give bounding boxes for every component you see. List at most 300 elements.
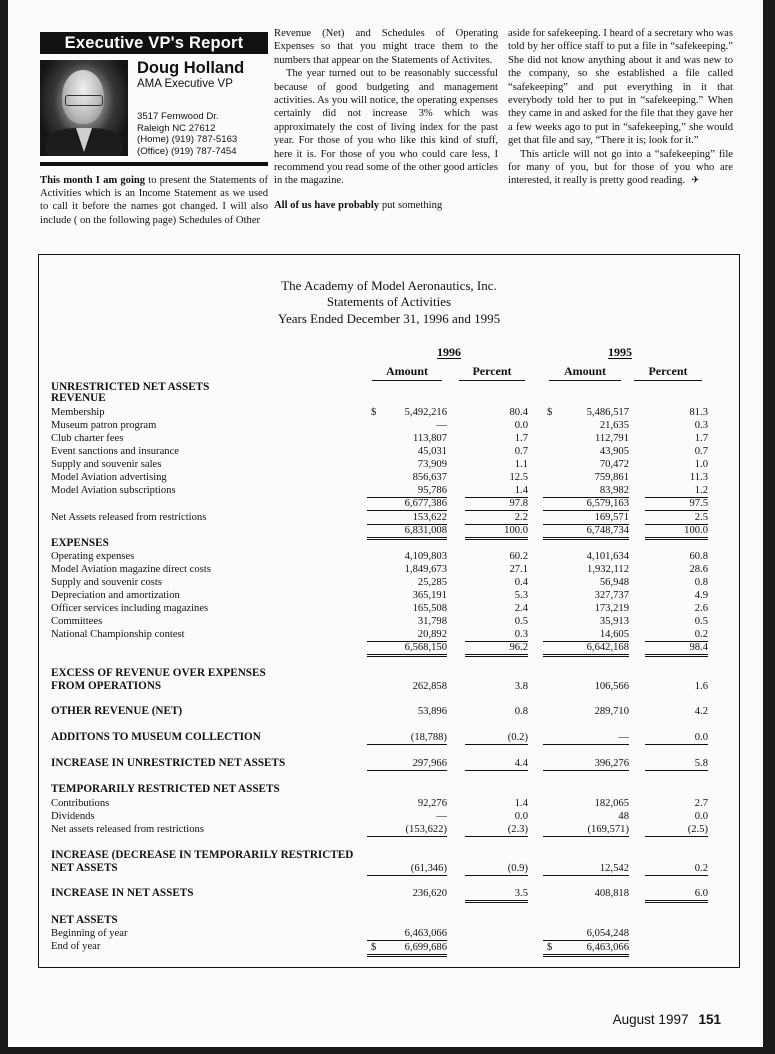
- cell-value: 262,858: [412, 681, 447, 692]
- percent-1995-cell: [645, 680, 708, 693]
- amount-1995-cell: [543, 563, 629, 576]
- percent-1996-cell: [465, 705, 528, 718]
- cell-value: 856,637: [412, 472, 447, 483]
- amount-1995-cell: [543, 680, 629, 693]
- table-row: [51, 471, 731, 484]
- row-label: Contributions: [51, 798, 110, 809]
- cell-value: 165,508: [412, 603, 447, 614]
- amount-1995-cell: [543, 731, 629, 745]
- cell-value: 1,849,673: [404, 564, 447, 575]
- amount-1996-cell: [367, 484, 447, 498]
- cell-value: 0.3: [514, 629, 528, 640]
- table-row: [51, 823, 731, 836]
- cell-value: (169,571): [587, 824, 629, 835]
- statement-period: Years Ended December 31, 1996 and 1995: [277, 310, 501, 326]
- cell-value: 2.7: [694, 798, 708, 809]
- cell-value: 11.3: [689, 472, 708, 483]
- cell-value: 4,109,803: [404, 551, 447, 562]
- row-label: Net Assets released from restrictions: [51, 512, 207, 523]
- table-row: [51, 576, 731, 589]
- cell-value: 112,791: [594, 433, 629, 444]
- row-label: ADDITONS TO MUSEUM COLLECTION: [51, 731, 261, 743]
- percent-1995-cell: [645, 628, 708, 642]
- percent-1996-cell: [465, 628, 528, 642]
- magazine-page: [8, 0, 763, 1047]
- cell-value: 113,807: [412, 433, 447, 444]
- section-heading-row: [51, 705, 731, 718]
- row-label: Event sanctions and insurance: [51, 446, 179, 457]
- cell-value: 5,492,216: [404, 407, 447, 418]
- cell-value: 1.1: [514, 459, 528, 470]
- percent-1996-cell: [465, 406, 528, 419]
- row-label: Model Aviation magazine direct costs: [51, 564, 211, 575]
- cell-value: 0.5: [514, 616, 528, 627]
- cell-value: 48: [618, 811, 629, 822]
- section-heading-row: [51, 537, 731, 550]
- cell-value: (61,346): [410, 863, 447, 874]
- percent-1995-cell: [645, 576, 708, 589]
- amount-1995-cell: [543, 810, 629, 823]
- row-label: FROM OPERATIONS: [51, 680, 162, 692]
- percent-1995-cell: [645, 589, 708, 602]
- percent-1995-cell: [645, 602, 708, 615]
- author-address: [137, 111, 244, 157]
- percent-1996-cell: [465, 641, 528, 657]
- amount-1996-cell: [367, 576, 447, 589]
- author-title: AMA Executive VP: [137, 78, 233, 90]
- percent-1996-cell: [465, 797, 528, 810]
- col-percent-1996: Percent: [459, 364, 525, 381]
- percent-1995-cell: [645, 810, 708, 823]
- row-label: End of year: [51, 941, 101, 952]
- cell-value: 70,472: [599, 459, 629, 470]
- cell-value: 5.8: [694, 758, 708, 769]
- cell-value: 31,798: [417, 616, 447, 627]
- row-label: Supply and souvenir sales: [51, 459, 162, 470]
- percent-1996-cell: [465, 615, 528, 628]
- table-row: [51, 484, 731, 497]
- cell-value: 2.6: [694, 603, 708, 614]
- cell-value: 0.0: [694, 811, 708, 822]
- section-heading-row: [51, 680, 731, 693]
- amount-1995-cell: [543, 550, 629, 563]
- amount-1995-cell: [543, 406, 629, 419]
- row-label: NET ASSETS: [51, 914, 118, 926]
- amount-1996-cell: [367, 432, 447, 445]
- cell-value: 153,622: [412, 512, 447, 523]
- statement-of-activities: [38, 254, 740, 968]
- row-label: REVENUE: [51, 392, 106, 404]
- cell-value: 4.2: [694, 706, 708, 717]
- cell-value: 96.2: [509, 642, 528, 653]
- cell-value: 95,786: [417, 485, 447, 496]
- row-label: Museum patron program: [51, 420, 157, 431]
- amount-1996-cell: [367, 810, 447, 823]
- amount-1995-cell: [543, 511, 629, 525]
- page-footer: [613, 1012, 721, 1027]
- amount-1996-cell: [367, 628, 447, 642]
- percent-1995-cell: [645, 432, 708, 445]
- amount-1995-cell: [543, 705, 629, 718]
- section-heading-row: [51, 667, 731, 680]
- article-paragraph: Revenue (Net) and Schedules of Operating Expenses so that you might trace them to the numbers that appear on the Statements of Activites.: [274, 28, 498, 66]
- amount-1995-cell: [543, 419, 629, 432]
- statement-title: [39, 278, 739, 327]
- article-paragraph: aside for safekeeping. I heard of a secretary who was told by her office staff to put a file in “safekeeping.” She did not know anything about it and was new to the company, so she established a file called “safekeeping” and put everything in it that everybody told her to put in “safekeeping.” When they came in and asked for the file that they gave her a few weeks ago to put in “safekeeping,” she would get that file and say, “There it is; look for it.”: [508, 28, 733, 147]
- cell-value: 1.4: [514, 798, 528, 809]
- cell-value: 60.8: [689, 551, 708, 562]
- cell-value: 5,486,517: [586, 407, 629, 418]
- percent-1995-cell: [645, 797, 708, 810]
- amount-1995-cell: [543, 797, 629, 810]
- row-label: Officer services including magazines: [51, 603, 209, 614]
- percent-1995-cell: [645, 458, 708, 471]
- percent-1996-cell: [465, 680, 528, 693]
- cell-value: 73,909: [417, 459, 447, 470]
- percent-1996-cell: [465, 497, 528, 511]
- amount-1995-cell: [543, 589, 629, 602]
- percent-1996-cell: [465, 731, 528, 745]
- cell-value: 6,463,066: [404, 928, 447, 939]
- table-row: [51, 628, 731, 641]
- percent-1996-cell: [465, 602, 528, 615]
- cell-value: 6,463,066: [586, 942, 629, 953]
- amount-1996-cell: [367, 615, 447, 628]
- cell-value: —: [436, 420, 447, 431]
- amount-1996-cell: [367, 497, 447, 511]
- cell-value: 1.0: [694, 459, 708, 470]
- phone-home: (Home) (919) 787-5163: [137, 134, 238, 146]
- article-paragraph: This article will not go into a “safekeeping” file for many of you, but for those of you who are interested, it really is pretty good reading. ✈: [508, 148, 733, 187]
- cell-value: 6.0: [694, 888, 708, 899]
- percent-1996-cell: [465, 511, 528, 525]
- row-label: Model Aviation advertising: [51, 472, 167, 483]
- percent-1996-cell: [465, 432, 528, 445]
- cell-value: 98.4: [689, 642, 708, 653]
- cell-value: 97.8: [509, 498, 528, 509]
- amount-1995-cell: [543, 641, 629, 657]
- amount-1996-cell: [367, 940, 447, 957]
- cell-value: 35,913: [599, 616, 629, 627]
- percent-1995-cell: [645, 705, 708, 718]
- cell-value: 173,219: [594, 603, 629, 614]
- cell-value: 21,635: [599, 420, 629, 431]
- percent-1996-cell: [465, 887, 528, 903]
- cell-value: 100.0: [684, 525, 708, 536]
- cell-value: 45,031: [417, 446, 447, 457]
- article-paragraph: This month I am going to present the Statements of Activities which is an Income Statement as we used to call it before the names got changed. I will also include ( on the following page) Schedules of Other: [40, 174, 268, 226]
- row-label: Supply and souvenir costs: [51, 577, 162, 588]
- cell-value: —: [618, 732, 629, 743]
- amount-1995-cell: [543, 458, 629, 471]
- percent-1995-cell: [645, 862, 708, 876]
- article-paragraph: All of us have probably put something: [274, 199, 443, 211]
- statement-name: Statements of Activities: [326, 294, 452, 310]
- section-heading-row: [51, 849, 731, 862]
- amount-1996-cell: [367, 406, 447, 419]
- row-label: Committees: [51, 616, 103, 627]
- cell-value: 20,892: [417, 629, 447, 640]
- percent-1996-cell: [465, 862, 528, 876]
- cell-value: 759,861: [594, 472, 629, 483]
- amount-1996-cell: [367, 458, 447, 471]
- percent-1996-cell: [465, 576, 528, 589]
- cell-value: 12.5: [509, 472, 528, 483]
- cell-value: (2.5): [687, 824, 708, 835]
- cell-value: 6,831,008: [404, 525, 447, 536]
- cell-value: 182,065: [594, 798, 629, 809]
- cell-value: 0.7: [694, 446, 708, 457]
- cell-value: 1.4: [514, 485, 528, 496]
- cell-value: 3.8: [514, 681, 528, 692]
- section-heading-row: [51, 757, 731, 770]
- cell-value: 0.0: [514, 811, 528, 822]
- row-label: National Championship contest: [51, 629, 185, 640]
- table-row: [51, 497, 731, 510]
- cell-value: 6,699,686: [404, 942, 447, 953]
- section-heading-row: [51, 914, 731, 927]
- amount-1996-cell: [367, 927, 447, 941]
- cell-value: (0.2): [507, 732, 528, 743]
- cell-value: 6,568,150: [404, 642, 447, 653]
- cell-value: 100.0: [504, 525, 528, 536]
- amount-1996-cell: [367, 563, 447, 576]
- year-1996-header: 1996: [437, 345, 461, 359]
- percent-1996-cell: [465, 471, 528, 484]
- divider: [40, 162, 268, 166]
- cell-value: 0.5: [694, 616, 708, 627]
- amount-1996-cell: [367, 419, 447, 432]
- percent-1995-cell: [645, 406, 708, 419]
- percent-1996-cell: [465, 458, 528, 471]
- cell-value: 14,605: [599, 629, 629, 640]
- cell-value: 4.4: [514, 758, 528, 769]
- dollar-sign: $: [371, 407, 377, 418]
- percent-1995-cell: [645, 471, 708, 484]
- percent-1996-cell: [465, 589, 528, 602]
- cell-value: 1.2: [694, 485, 708, 496]
- amount-1996-cell: [367, 589, 447, 602]
- table-row: [51, 563, 731, 576]
- row-label: Beginning of year: [51, 928, 128, 939]
- amount-1996-cell: [367, 887, 447, 900]
- year-1995-header: 1995: [608, 345, 632, 359]
- row-label: NET ASSETS: [51, 862, 118, 874]
- cell-value: 28.6: [689, 564, 708, 575]
- percent-1996-cell: [465, 445, 528, 458]
- section-heading-row: [51, 731, 731, 744]
- cell-value: 408,818: [594, 888, 629, 899]
- percent-1995-cell: [645, 615, 708, 628]
- table-row: [51, 615, 731, 628]
- section-heading-row: [51, 783, 731, 796]
- cell-value: 106,566: [594, 681, 629, 692]
- amount-1995-cell: [543, 484, 629, 498]
- section-heading-row: [51, 862, 731, 875]
- amount-1995-cell: [543, 862, 629, 876]
- table-row: [51, 602, 731, 615]
- cell-value: 0.0: [514, 420, 528, 431]
- cell-value: 53,896: [417, 706, 447, 717]
- cell-value: 0.7: [514, 446, 528, 457]
- cell-value: 43,905: [599, 446, 629, 457]
- author-block: [40, 60, 268, 156]
- amount-1996-cell: [367, 862, 447, 876]
- row-label: INCREASE IN NET ASSETS: [51, 887, 194, 899]
- amount-1996-cell: [367, 823, 447, 837]
- row-label: Operating expenses: [51, 551, 135, 562]
- cell-value: 1,932,112: [587, 564, 629, 575]
- table-row: [51, 589, 731, 602]
- percent-1995-cell: [645, 484, 708, 498]
- row-label: INCREASE IN UNRESTRICTED NET ASSETS: [51, 757, 286, 769]
- cell-value: 396,276: [594, 758, 629, 769]
- table-row: [51, 550, 731, 563]
- org-name: The Academy of Model Aeronautics, Inc.: [281, 278, 497, 293]
- col-amount-1996: Amount: [372, 364, 442, 381]
- cell-value: 1.7: [514, 433, 528, 444]
- cell-value: 0.2: [694, 863, 708, 874]
- percent-1995-cell: [645, 563, 708, 576]
- cell-value: 2.2: [514, 512, 528, 523]
- amount-1995-cell: [543, 615, 629, 628]
- amount-1996-cell: [367, 511, 447, 525]
- cell-value: 6,748,734: [586, 525, 629, 536]
- percent-1995-cell: [645, 419, 708, 432]
- amount-1995-cell: [543, 471, 629, 484]
- amount-1996-cell: [367, 757, 447, 771]
- row-label: INCREASE (DECREASE IN TEMPORARILY RESTRICTED: [51, 849, 354, 861]
- cell-value: 169,571: [594, 512, 629, 523]
- amount-1995-cell: [543, 602, 629, 615]
- amount-1996-cell: [367, 471, 447, 484]
- cell-value: 83,982: [599, 485, 629, 496]
- cell-value: 4,101,634: [586, 551, 629, 562]
- cell-value: 97.5: [689, 498, 708, 509]
- cell-value: 0.0: [694, 732, 708, 743]
- amount-1995-cell: [543, 887, 629, 900]
- cell-value: 0.8: [514, 706, 528, 717]
- row-label: Net assets released from restrictions: [51, 824, 204, 835]
- table-row: [51, 641, 731, 654]
- percent-1996-cell: [465, 550, 528, 563]
- cell-value: 365,191: [412, 590, 447, 601]
- cell-value: (18,788): [410, 732, 447, 743]
- dollar-sign: $: [547, 942, 553, 953]
- article-paragraph: The year turned out to be reasonably successful because of good budgeting and management activities. As you will notice, the operating expenses certainly did not increase 3% which was approximately the cost of living index for the past year. For those of you who like this kind of stuff, here it is. For those of you who could care less, I recommend you read some of the other good articles in the magazine.: [274, 68, 498, 187]
- table-row: [51, 432, 731, 445]
- percent-1995-cell: [645, 550, 708, 563]
- percent-1995-cell: [645, 511, 708, 525]
- row-label: TEMPORARILY RESTRICTED NET ASSETS: [51, 783, 280, 795]
- table-row: [51, 419, 731, 432]
- cell-value: (2.3): [507, 824, 528, 835]
- section-heading-row: [51, 392, 731, 405]
- row-label: OTHER REVENUE (NET): [51, 705, 183, 717]
- amount-1996-cell: [367, 797, 447, 810]
- page-number: 151: [698, 1012, 721, 1027]
- table-row: [51, 445, 731, 458]
- cell-value: 56,948: [599, 577, 629, 588]
- cell-value: 3.5: [514, 888, 528, 899]
- col-amount-1995: Amount: [549, 364, 621, 381]
- table-row: [51, 927, 731, 940]
- percent-1995-cell: [645, 731, 708, 745]
- percent-1995-cell: [645, 641, 708, 657]
- cell-value: 0.2: [694, 629, 708, 640]
- amount-1995-cell: [543, 497, 629, 511]
- amount-1995-cell: [543, 940, 629, 957]
- amount-1995-cell: [543, 576, 629, 589]
- cell-value: 5.3: [514, 590, 528, 601]
- cell-value: 27.1: [509, 564, 528, 575]
- table-row: [51, 458, 731, 471]
- percent-1996-cell: [465, 419, 528, 432]
- percent-1995-cell: [645, 757, 708, 771]
- table-row: [51, 797, 731, 810]
- row-label: UNRESTRICTED NET ASSETS: [51, 381, 210, 393]
- amount-1996-cell: [367, 731, 447, 745]
- author-name: Doug Holland: [137, 59, 245, 77]
- percent-1995-cell: [645, 445, 708, 458]
- table-row: [51, 406, 731, 419]
- row-label: Membership: [51, 407, 105, 418]
- col-percent-1995: Percent: [634, 364, 702, 381]
- address-street: 3517 Fernwood Dr.: [137, 111, 219, 122]
- percent-1995-cell: [645, 823, 708, 837]
- cell-value: 289,710: [594, 706, 629, 717]
- table-row: [51, 940, 731, 953]
- cell-value: 2.4: [514, 603, 528, 614]
- section-banner: Executive VP's Report: [40, 32, 268, 54]
- cell-value: 80.4: [509, 407, 528, 418]
- dollar-sign: $: [371, 942, 377, 953]
- amount-1996-cell: [367, 641, 447, 657]
- percent-1996-cell: [465, 484, 528, 498]
- amount-1995-cell: [543, 628, 629, 642]
- cell-value: (153,622): [405, 824, 447, 835]
- table-row: [51, 511, 731, 524]
- cell-value: 25,285: [417, 577, 447, 588]
- cell-value: 6,579,163: [586, 498, 629, 509]
- cell-value: 92,276: [417, 798, 447, 809]
- row-label: Depreciation and amortization: [51, 590, 180, 601]
- cell-value: 0.3: [694, 420, 708, 431]
- row-label: Model Aviation subscriptions: [51, 485, 176, 496]
- article-column-3: [508, 27, 733, 188]
- percent-1995-cell: [645, 887, 708, 903]
- amount-1995-cell: [543, 927, 629, 941]
- table-row: [51, 810, 731, 823]
- amount-1995-cell: [543, 823, 629, 837]
- author-info: [137, 60, 244, 156]
- amount-1995-cell: [543, 445, 629, 458]
- amount-1995-cell: [543, 757, 629, 771]
- section-heading-row: [51, 887, 731, 900]
- cell-value: 1.7: [694, 433, 708, 444]
- dollar-sign: $: [547, 407, 553, 418]
- row-label: EXPENSES: [51, 537, 109, 549]
- amount-1996-cell: [367, 445, 447, 458]
- cell-value: 0.4: [514, 577, 528, 588]
- cell-value: 2.5: [694, 512, 708, 523]
- cell-value: 6,677,386: [404, 498, 447, 509]
- cell-value: 1.6: [694, 681, 708, 692]
- cell-value: 81.3: [689, 407, 708, 418]
- cell-value: 4.9: [694, 590, 708, 601]
- row-label: Dividends: [51, 811, 95, 822]
- table-row: [51, 524, 731, 537]
